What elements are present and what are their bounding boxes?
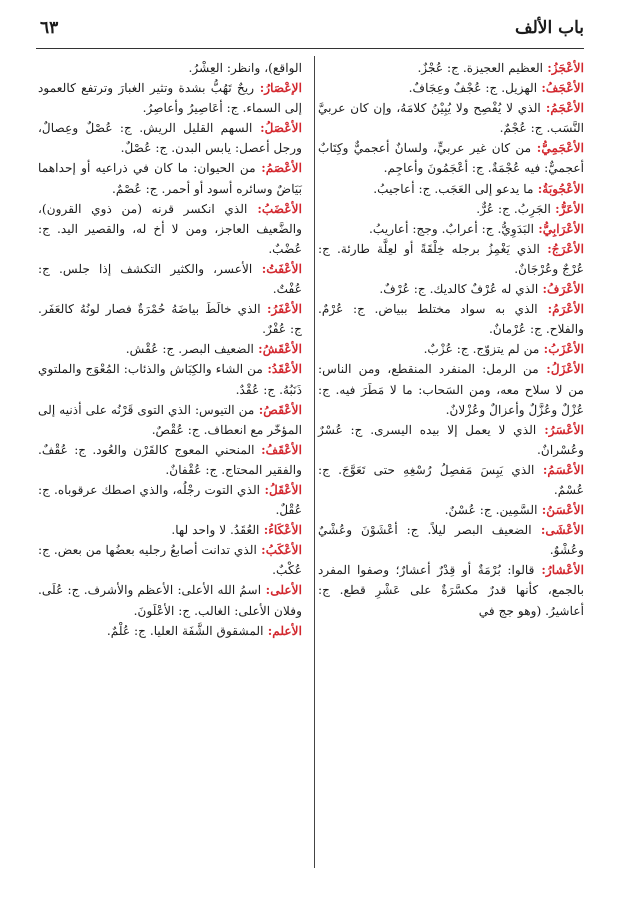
entry-headword: الأعْقَصُ	[263, 402, 302, 417]
entry-headword: الأعْفَتُ	[266, 261, 302, 276]
entry-headword: الإعْصَارُ	[264, 81, 302, 96]
headword-colon: :	[537, 503, 547, 518]
dictionary-entry	[38, 520, 302, 540]
entry-headword: الأعْسَنُ	[546, 503, 584, 518]
entry-definition: الذي خالَطَ بياضَهُ حُمْرَةٌ فصار لونُهُ كالعَفَر. ج: عُفْرٌ.	[38, 302, 302, 337]
entry-headword: الأعْقَشُ	[262, 342, 302, 357]
entry-definition: اسمُ الله الأعلى: الأعظم والأشرف. ج: عُلَى. وفلان الأعلى: الغالب. ج: الأعْلَونَ.	[38, 583, 302, 618]
entry-definition: الذي لا يُفْصِح ولا يُبِيْنُ كلامَهُ، وإن كان عربيَّ النَّسَب. ج: عُجْمٌ.	[318, 101, 584, 136]
entry-headword: الأعْزَبُ	[548, 342, 584, 357]
dictionary-entry	[318, 239, 584, 279]
entry-definition: من التيوس: الذي التوى قَرْنُه على أذنيه إلى المؤخّر مع انعطاف. ج: عُقْصٌ.	[38, 402, 302, 437]
entry-definition: البَدَوِيُّ. ج: أعرابٌ. وجج: أعاريبُ.	[369, 221, 534, 236]
headword-colon: :	[538, 362, 551, 377]
dictionary-entry	[318, 179, 584, 199]
header-rule	[36, 48, 584, 49]
headword-colon: :	[263, 623, 273, 638]
dictionary-entry	[38, 259, 302, 299]
entry-headword: الأعَرُّ	[559, 201, 584, 216]
dictionary-entry	[38, 621, 302, 641]
entry-headword: الأعْجَمُ	[550, 101, 584, 116]
headword-colon: :	[247, 201, 262, 216]
headword-colon: :	[252, 261, 267, 276]
headword-colon: :	[539, 342, 549, 357]
headword-colon: :	[254, 81, 265, 96]
dictionary-entry	[38, 339, 302, 359]
entry-headword: الأعلم	[272, 623, 302, 638]
headword-colon: :	[533, 181, 543, 196]
entry-headword: الأعْشَى	[545, 523, 584, 538]
entry-definition: من لم يتزوّج. ج: عُزْبٌ.	[423, 342, 540, 357]
dictionary-entry	[38, 480, 302, 520]
headword-colon: :	[540, 101, 551, 116]
dictionary-entry	[38, 58, 302, 78]
entry-definition: الذي له عُرْفٌ كالديك. ج: عُرْفٌ.	[379, 282, 539, 297]
headword-colon: :	[260, 482, 269, 497]
entry-definition: الذي يَغْمِزُ برجله خِلْقَةً أو لعِلَّة طارئة. ج: عُرْجٌ وعُرْجَانٌ.	[318, 241, 584, 276]
headword-colon: :	[261, 583, 271, 598]
entry-definition: السهم القليل الريش. ج: عُصْلٌ وعِصالٌ، ورجل أعصل: يابس البدن. ج: عُصْلٌ.	[38, 121, 302, 156]
entry-definition: المنحني المعوج كالقَرْن والعُود. ج: عُقْفٌ. والفقير المحتاج. ج: عُقْفانٌ.	[38, 442, 302, 477]
dictionary-entry	[318, 299, 584, 339]
right-column	[318, 58, 584, 621]
entry-headword: الأعْقَدُ	[271, 362, 302, 377]
dictionary-entry	[318, 98, 584, 138]
dictionary-entry	[38, 400, 302, 440]
entry-headword: الأعْكَبُ	[265, 543, 302, 558]
entry-headword: الأعْرَابِيُّ	[542, 221, 584, 236]
dictionary-entry	[318, 138, 584, 178]
headword-colon: :	[531, 141, 542, 156]
headword-colon: :	[259, 523, 269, 538]
entry-definition: ريحٌ تَهُبُّ بشدة وتثير الغبارَ وترتفع كالعمود إلى السماء. ج: أعَاصِيرُ وأعاصِرُ.	[38, 81, 302, 116]
entry-headword: الأعْفَرُ	[271, 302, 302, 317]
dictionary-entry	[318, 58, 584, 78]
dictionary-entry	[318, 460, 584, 500]
dictionary-entry	[318, 420, 584, 460]
left-column	[38, 58, 302, 641]
entry-definition: الواقع)، وانظر: العِشْرُ.	[188, 61, 302, 75]
dictionary-entry	[318, 219, 584, 239]
entry-definition: ما يدعو إلى العَجَب. ج: أعاجيبُ.	[373, 181, 534, 196]
entry-definition: الذي انكسر قرنه (من ذوي القرون)، والضَّعيف العاجز، ومن لا أخ له، والقصير اليد. ج: عُضْبٌ.	[38, 201, 302, 256]
entry-definition: الهزيل. ج: عُجْفٌ وعِجَافٌ.	[408, 81, 538, 96]
headword-colon: :	[260, 302, 272, 317]
entry-headword: الأعْجَزُ	[551, 61, 584, 75]
dictionary-entry	[318, 78, 584, 98]
entry-definition: الأعسر، والكثير التكشف إذا جلس. ج: عُفْتٌ.	[38, 261, 302, 297]
dictionary-entry	[38, 580, 302, 620]
headword-colon: :	[537, 81, 546, 96]
headword-colon: :	[254, 442, 266, 457]
entry-headword: الأعْسَمُ	[547, 462, 584, 477]
headword-colon: :	[536, 422, 549, 437]
dictionary-entry	[318, 359, 584, 419]
dictionary-entry	[38, 359, 302, 399]
entry-headword: الأعْرَمُ	[552, 302, 584, 317]
headword-colon: :	[550, 201, 560, 216]
entry-definition: الذي تدانت أصابعُ رجليه بعضُها من بعض. ج: عُكْبٌ.	[38, 543, 302, 578]
entry-headword: الأعْصَمُ	[265, 161, 303, 176]
dictionary-entry	[318, 560, 584, 620]
entry-headword: الأعْجُوبَةُ	[542, 181, 584, 196]
page-number: ٦٣	[40, 18, 59, 38]
headword-colon: :	[539, 241, 552, 256]
headword-colon: :	[262, 362, 272, 377]
entry-definition: الضعيف البصر ليلاً. ج: أعْشَوْنَ وعُشْيٌ وعُشْوٌ.	[318, 523, 584, 558]
entry-definition: الذي لا يعمل إلا بيده اليسرى. ج: عُسْرٌ وعُسْرانٌ.	[318, 422, 584, 457]
entry-headword: الأعْكَاءُ	[268, 523, 302, 538]
headword-colon: :	[537, 302, 553, 317]
entry-definition: قالوا: بُرْمَةٌ أو قِدْرٌ أعشارٌ؛ وصفوا المفرد بالجمع، كأنها قدرٌ مكسَّرَةٌ على عَشْرِ قطع. ج: أعاشيرُ. (وهو جج في	[318, 563, 584, 618]
headword-colon: :	[252, 121, 265, 136]
dictionary-entry	[318, 199, 584, 219]
headword-colon: :	[256, 543, 266, 558]
headword-colon: :	[254, 402, 264, 417]
entry-headword: الأعْشارُ	[545, 563, 584, 578]
entry-definition: الذي التوت رجْلُه، والذي اصطك عرقوباه. ج: عُقْلٌ.	[38, 482, 302, 518]
entry-definition: من الحيوان: ما كان في ذراعيه أو إحداهما بَيَاضٌ وسائره أسود أو أحمر. ج: عُصْمٌ.	[38, 161, 302, 196]
headword-colon: :	[534, 462, 548, 477]
headword-colon: :	[255, 161, 266, 176]
column-divider	[314, 56, 315, 868]
headword-colon: :	[538, 282, 548, 297]
dictionary-entry	[38, 299, 302, 339]
dictionary-entry	[318, 500, 584, 520]
entry-headword: الأعْرَفُ	[547, 282, 584, 297]
dictionary-entry	[38, 118, 302, 158]
entry-definition: الذي به سواد مختلط ببياض. ج: عُرْمٌ. والفلاح. ج: عُرْمانٌ.	[318, 302, 584, 337]
dictionary-entry	[318, 279, 584, 299]
entry-definition: السَّمِين. ج: عُسْنٌ.	[444, 503, 538, 518]
headword-colon: :	[534, 563, 546, 578]
entry-headword: الأعْقَلُ	[268, 482, 302, 497]
dictionary-entry	[318, 520, 584, 560]
entry-headword: الأعلى	[270, 583, 302, 598]
dictionary-entry	[38, 158, 302, 198]
entry-headword: الأعْصَلُ	[264, 121, 302, 136]
entry-definition: المشقوق الشَّفَة العليا. ج: عُلْمٌ.	[106, 623, 264, 638]
entry-definition: الضعيف البصر. ج: عُقْش.	[125, 342, 254, 357]
headword-colon: :	[543, 61, 552, 75]
headword-colon: :	[253, 342, 263, 357]
dictionary-entry	[38, 78, 302, 118]
entry-definition: الذي يَبِسَ مَفصِلُ رُسْغِهِ حتى تَعَوَّجَ. ج: عُسْمٌ.	[318, 462, 584, 497]
entry-headword: الأعْجَمِيُّ	[541, 141, 584, 156]
dictionary-entry	[38, 199, 302, 259]
entry-headword: الأعْجَفُ	[545, 81, 584, 96]
entry-headword: الأعْقَفُ	[265, 442, 302, 457]
entry-definition: العظيم العجيزة. ج: عُجْزٌ.	[417, 61, 544, 75]
entry-headword: الأعْضَبُ	[261, 201, 302, 216]
dictionary-entry	[38, 440, 302, 480]
entry-headword: الأعْزَلُ	[550, 362, 585, 377]
entry-definition: من الرمل: المنفرد المنقطع، ومن الناس: من لا سلاح معه، ومن السَحاب: ما لا مَطَرَ فيه. ج: عُزْلٌ وعُزَّلٌ وأعزالٌ وعُزْلانٌ.	[318, 362, 584, 417]
entry-headword: الأعْرَجُ	[551, 241, 584, 256]
chapter-title: باب الألف	[514, 18, 584, 38]
entry-definition: الجَرِبُ. ج: عُرٌّ.	[476, 201, 551, 216]
headword-colon: :	[533, 221, 543, 236]
dictionary-entry	[38, 540, 302, 580]
entry-definition: من الشاء والكِبَاش والذئاب: المُعْوَج والملتوي ذَنَبُهُ. ج: عُقْدٌ.	[38, 362, 302, 397]
dictionary-entry	[318, 339, 584, 359]
headword-colon: :	[531, 523, 546, 538]
entry-definition: من كان غير عربيٍّ، ولسانٌ أعجميٌّ وكِتَابٌ أعجميٌّ: فيه عُجْمَةٌ. ج: أعْجَمُونَ وأعاجِم.	[318, 141, 584, 176]
entry-definition: العُقَدُ. لا واحد لها.	[171, 523, 260, 538]
entry-headword: الأعْسَرُ	[548, 422, 584, 437]
